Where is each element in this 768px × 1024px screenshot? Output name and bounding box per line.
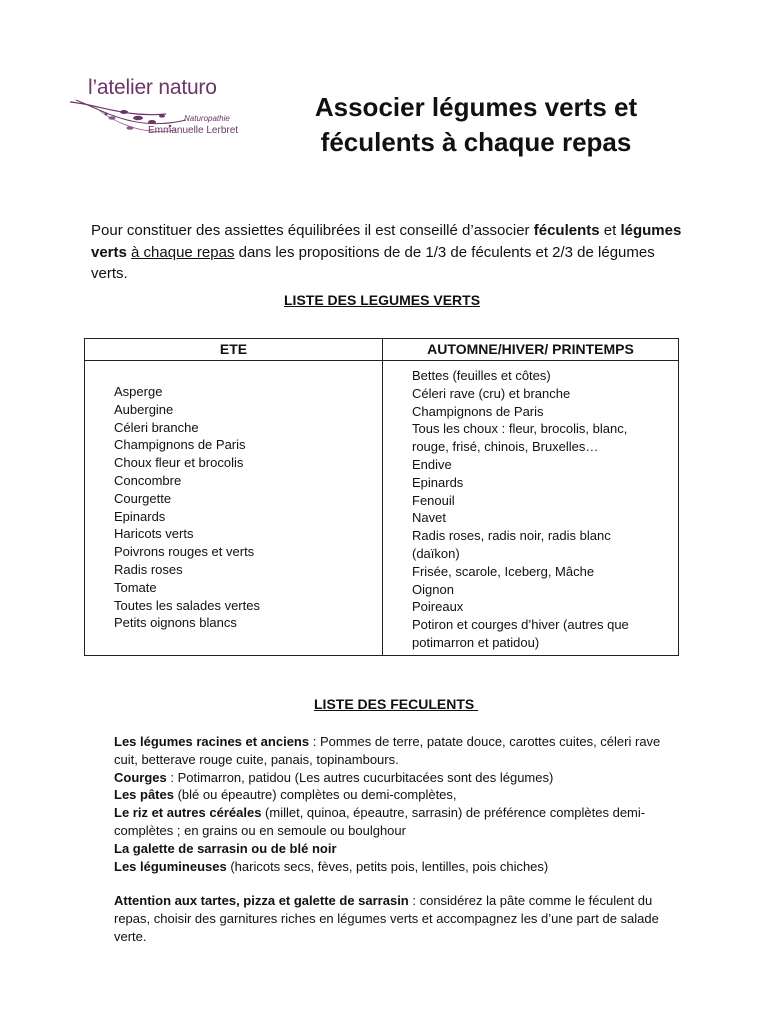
intro-text: Pour constituer des assiettes équilibrées il est conseillé d’associer [91,222,534,239]
list-item: Bettes (feuilles et côtes) [412,368,551,383]
ete-list [85,361,382,632]
feculent-item-text: (blé ou épeautre) complètes ou demi-complètes, [173,787,457,803]
warning-text [114,892,684,945]
feculent-item [114,733,684,769]
feculent-item-heading: La galette de sarrasin ou de blé noir [114,840,337,856]
list-item: Toutes les salades vertes [114,597,260,613]
feculent-item-heading: Les légumes racines et anciens [114,734,310,749]
feculent-item-heading: Le riz et autres céréales [114,805,262,821]
intro-bold-feculents: féculents [533,222,600,239]
list-item: Courgette [114,490,172,506]
list-item: Petits oignons blancs [114,615,237,631]
feculent-item-text: : Potimarron, patidou (Les autres cucurbitacées sont des légumes) [166,769,554,785]
list-item: Epinards [412,474,464,490]
list-item: Fenouil [412,492,455,508]
page-title-line-1: Associer légumes verts et [314,92,638,122]
warning-paragraph [114,892,684,945]
list-item: (daïkon) [412,545,460,561]
feculent-item [114,786,684,804]
logo-author: Emmanuelle Lerbret [148,125,239,136]
feculent-item [114,840,684,858]
list-item: Tous les choux : fleur, brocolis, blanc, [412,421,628,437]
feculent-item [114,858,684,876]
section-title-feculents: LISTE DES FECULENTS [314,696,479,712]
logo-subtitle: Naturopathie [184,114,230,123]
warning-body: : considérez la pâte comme le féculent du repas, choisir des garnitures riches en légumes verts et accompagnez les d’une part de salade verte. [114,893,659,944]
table-cell-automne [383,361,679,656]
feculent-item-text: (millet, quinoa, épeautre, sarrasin) de préférence complètes demi-complètes ; en grains ou en semoule ou boulghour [114,805,646,838]
feculent-item-heading: Courges [114,769,167,785]
vegetables-table [84,338,679,656]
list-item: Tomate [114,579,157,595]
list-item: Endive [412,456,452,472]
intro-text: dans les propositions de de 1/3 de féculents et 2/3 de légumes verts. [91,243,655,282]
feculent-item-text: : Pommes de terre, patate douce, carottes cuites, céleri rave cuit, betterave rouge cuite, panais, topinambours. [114,734,661,767]
feculent-item [114,769,684,787]
page-title-line-2: féculents à chaque repas [320,127,632,157]
list-item: Epinards [114,508,166,524]
table-cell-ete [85,361,383,656]
section-title-legumes: LISTE DES LEGUMES VERTS [284,292,481,308]
list-item: Haricots verts [114,526,194,542]
list-item: Navet [412,510,446,526]
table-header-ete: ETE [85,339,383,361]
warning-heading: Attention aux tartes, pizza et galette de sarrasin [114,893,409,908]
logo [66,74,262,148]
list-item: Radis roses, radis noir, radis blanc [412,528,611,544]
intro-underline: à chaque repas [131,243,235,261]
feculent-item [114,804,684,840]
list-item: rouge, frisé, chinois, Bruxelles… [412,439,599,455]
list-item: Céleri rave (cru) et branche [412,385,571,401]
logo-text: l’atelier naturo [88,76,217,99]
intro-text: et [599,222,621,239]
list-item: Frisée, scarole, Iceberg, Mâche [412,563,595,579]
feculent-item-heading: Les pâtes [114,787,174,803]
list-item: Concombre [114,472,182,488]
list-item: Potiron et courges d’hiver (autres que [412,617,629,633]
intro-paragraph [91,220,691,285]
list-item: Champignons de Paris [412,403,544,419]
table-header-automne: AUTOMNE/HIVER/ PRINTEMPS [383,339,679,361]
list-item: Asperge [114,384,163,399]
list-item: Aubergine [114,401,174,417]
list-item: Champignons de Paris [114,437,246,453]
list-item: Poivrons rouges et verts [114,544,255,560]
feculent-item-text: (haricots secs, fèves, petits pois, lentilles, pois chiches) [226,858,549,874]
list-item: Choux fleur et brocolis [114,455,244,471]
feculents-list [114,733,684,875]
list-item: Céleri branche [114,419,199,435]
page-title [286,90,666,160]
automne-list [383,361,678,652]
feculent-item-heading: Les légumineuses [114,858,227,874]
list-item: Radis roses [114,561,183,577]
list-item: Poireaux [412,599,464,615]
list-item: Oignon [412,581,454,597]
intro-bold-legumes: légumes verts [91,222,682,261]
list-item: potimarron et patidou) [412,634,540,650]
